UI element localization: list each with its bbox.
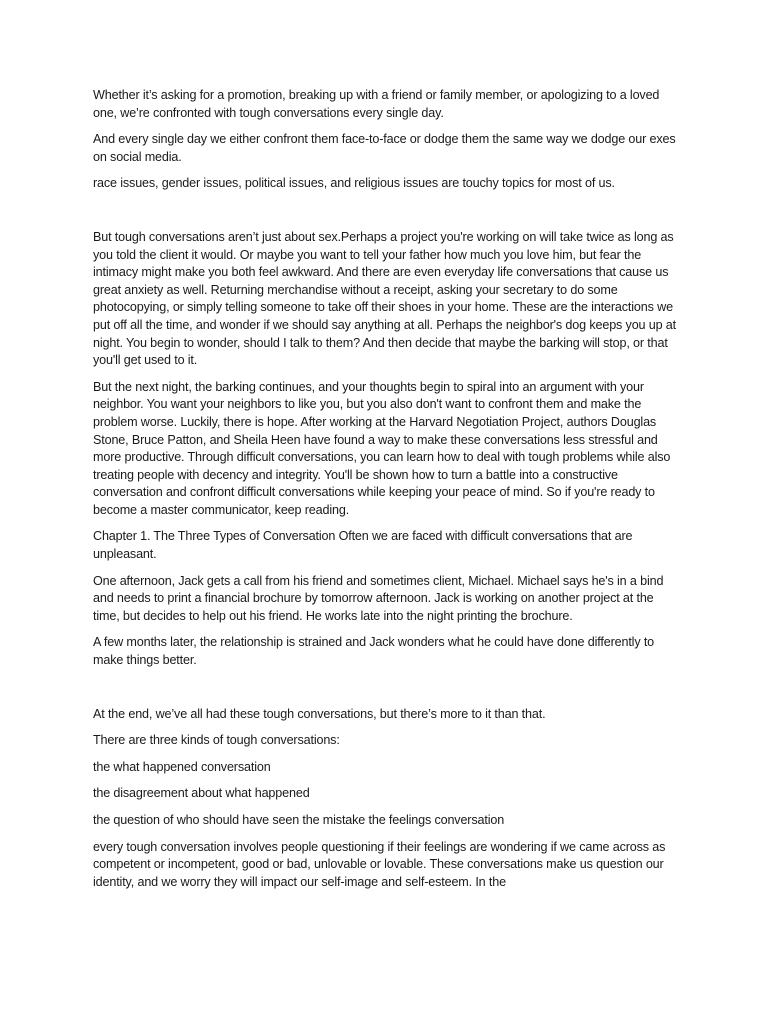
chapter-heading: Chapter 1. The Three Types of Conversation Often we are faced with difficult conversations that are unpleasant. [93,529,633,562]
paragraph-7: One afternoon, Jack gets a call from his friend and sometimes client, Michael. Michael says he's in a bind and needs to print a financial brochure by tomorrow afternoon. Jack is working on another project at the time, but decides to help out his friend. He works late into the night printing the brochure. [93,573,664,623]
paragraph-14: every tough conversation involves people questioning if their feelings are wondering if we came across as competent or incompetent, good or bad, unlovable or lovable. These conversations make us question our identity, and we worry they will impact our self-image and self-esteem. In the [93,839,666,889]
paragraph-9: At the end, we’ve all had these tough conversations, but there’s more to it than that. [93,706,546,721]
paragraph-5: But the next night, the barking continues, and your thoughts begin to spiral into an argument with your neighbor. You want your neighbors to like you, but you also don't want to confront them and make the problem worse. Luckily, there is hope. After working at the Harvard Negotiation Project, authors Douglas Stone, Bruce Patton, and Sheila Heen have found a way to make these conversations less stressful and more productive. Through difficult conversations, you can learn how to deal with tough problems while also treating people with decency and integrity. You'll be shown how to turn a battle into a constructive conversation and confront difficult conversations while keeping your peace of mind. So if you're ready to become a master communicator, keep reading. [93,379,671,517]
list-item-feelings: the question of who should have seen the mistake the feelings conversation [93,813,505,827]
document-body [93,87,683,900]
paragraph-3: race issues, gender issues, political issues, and religious issues are touchy topics for most of us. [93,176,615,191]
paragraph-4: But tough conversations aren’t just about sex.Perhaps a project you're working on will take twice as long as you told the client it would. Or maybe you want to tell your father how much you love him, but fear the intimacy might make you both feel awkward. And there are even everyday life conversations that cause us great anxiety as well. Returning merchandise without a receipt, asking your secretary to do some photocopying, or simply telling someone to take off their shoes in your home. These are the interactions we put off all the time, and wonder if we should say anything at all. Perhaps the neighbor's dog keeps you up at night. You begin to wonder, should I talk to them? And then decide that maybe the barking will stop, or that you'll get used to it. [93,229,677,368]
paragraph-8: A few months later, the relationship is strained and Jack wonders what he could have done differently to make things better. [93,635,655,668]
paragraph-2: And every single day we either confront them face-to-face or dodge them the same way we dodge our exes on social media. [93,132,676,164]
paragraph-10: There are three kinds of tough conversations: [93,733,340,748]
list-item-disagreement: the disagreement about what happened [93,786,310,801]
list-item-what-happened: the what happened conversation [93,759,271,774]
paragraph-1: Whether it’s asking for a promotion, breaking up with a friend or family member, or apologizing to a loved one, we’re confronted with tough conversations every single day. [93,88,660,120]
